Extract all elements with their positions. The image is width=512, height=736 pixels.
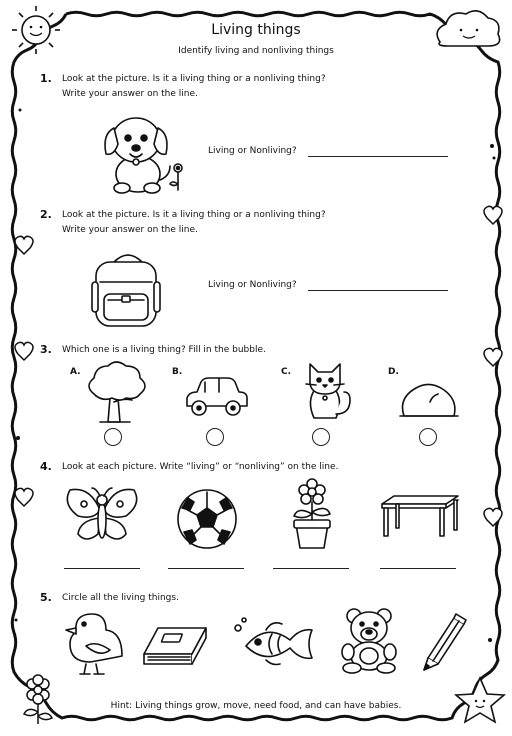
question-2-answer-label: Living or Nonliving? xyxy=(208,280,297,290)
question-2-answer-line[interactable] xyxy=(308,290,448,291)
question-4-text: Look at each picture. Write “living” or “nonliving” on the line. xyxy=(62,462,339,472)
car-icon xyxy=(183,376,249,420)
butterfly-answer-line[interactable] xyxy=(64,568,140,569)
option-c-label: C. xyxy=(281,367,292,377)
potted-flower-icon xyxy=(284,480,340,550)
table-icon xyxy=(378,494,460,538)
teddy-bear-icon[interactable] xyxy=(336,608,402,672)
question-4-number: 4. xyxy=(40,460,52,473)
question-2-text: Look at the picture. Is it a living thing or a nonliving thing? xyxy=(62,210,326,220)
flower-icon xyxy=(24,675,52,724)
question-5-number: 5. xyxy=(40,591,52,604)
soccer-ball-icon xyxy=(176,488,238,550)
soccer-ball-answer-line[interactable] xyxy=(168,568,244,569)
question-1-text-2: Write your answer on the line. xyxy=(62,89,198,99)
question-3-number: 3. xyxy=(40,343,52,356)
pencil-icon[interactable] xyxy=(420,612,468,672)
question-1-answer-label: Living or Nonliving? xyxy=(208,146,297,156)
flower-answer-line[interactable] xyxy=(273,568,349,569)
rock-icon xyxy=(398,380,460,420)
hint-text: Hint: Living things grow, move, need food, and can have babies. xyxy=(110,701,402,711)
page-title: Living things xyxy=(211,22,301,38)
table-answer-line[interactable] xyxy=(380,568,456,569)
question-1-answer-line[interactable] xyxy=(308,156,448,157)
option-c-bubble[interactable] xyxy=(312,428,330,446)
option-b-label: B. xyxy=(172,367,183,377)
fish-icon[interactable] xyxy=(232,614,318,670)
option-d-bubble[interactable] xyxy=(419,428,437,446)
cat-icon xyxy=(296,360,354,422)
puppy-icon xyxy=(92,110,192,196)
option-a-bubble[interactable] xyxy=(104,428,122,446)
backpack-icon xyxy=(88,248,168,330)
option-b-bubble[interactable] xyxy=(206,428,224,446)
question-3-text: Which one is a living thing? Fill in the bubble. xyxy=(62,345,266,355)
option-d-label: D. xyxy=(388,367,399,377)
question-2-text-2: Write your answer on the line. xyxy=(62,225,198,235)
question-1-number: 1. xyxy=(40,72,52,85)
book-icon[interactable] xyxy=(140,624,208,668)
butterfly-icon xyxy=(64,486,140,548)
bird-icon[interactable] xyxy=(56,612,122,676)
page-subtitle: Identify living and nonliving things xyxy=(178,46,334,56)
question-5-text: Circle all the living things. xyxy=(62,593,179,603)
tree-icon xyxy=(84,362,144,424)
question-2-number: 2. xyxy=(40,208,52,221)
question-1-text: Look at the picture. Is it a living thing or a nonliving thing? xyxy=(62,74,326,84)
star-icon xyxy=(456,678,504,722)
option-a-label: A. xyxy=(70,367,81,377)
